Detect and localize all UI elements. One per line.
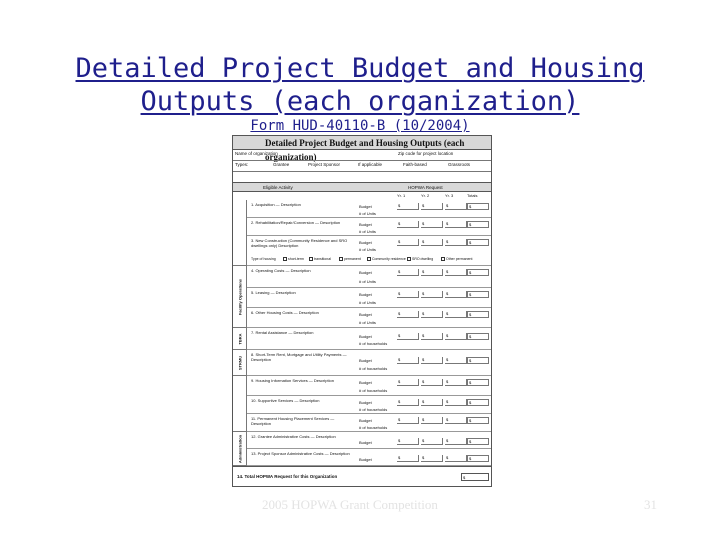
housing-type-short-term-label: short-term xyxy=(288,257,304,261)
budget-label: Budget xyxy=(359,400,372,405)
row-desc: 12. Grantee Administrative Costs — Description xyxy=(251,434,336,439)
units-label: # of Units xyxy=(359,229,376,234)
housing-type-other-label: Other permanent xyxy=(446,257,473,261)
side-label-strmu: STRMU xyxy=(237,355,242,370)
yr3-cell: $ xyxy=(445,357,467,364)
households-label: # of households xyxy=(359,341,388,346)
checkbox-icon[interactable] xyxy=(441,257,445,261)
yr1-cell: $ xyxy=(397,417,419,424)
budget-label: Budget xyxy=(359,292,372,297)
yr2-cell: $ xyxy=(421,221,443,228)
yr2-cell: $ xyxy=(421,357,443,364)
row-new-construction xyxy=(247,236,491,266)
budget-label: Budget xyxy=(359,240,372,245)
form-number-subtitle: Form HUD-40110-B (10/2004) xyxy=(250,118,470,134)
budget-label: Budget xyxy=(359,270,372,275)
type-faith-based: Faith-based xyxy=(403,162,427,167)
yr2-cell: $ xyxy=(421,291,443,298)
yr2-cell: $ xyxy=(421,455,443,462)
form-header: Detailed Project Budget and Housing Outputs (each organization) xyxy=(233,136,491,150)
side-group-strmu xyxy=(233,350,247,376)
row-placement-services xyxy=(247,414,491,432)
types-row xyxy=(233,161,491,172)
row-desc: 8. Short-Term Rent, Mortgage and Utility Payments — Description xyxy=(251,352,347,362)
row-supportive-services xyxy=(247,396,491,414)
type-grassroots: Grassroots xyxy=(448,162,471,167)
row-desc: 9. Housing Information Services — Description xyxy=(251,378,334,383)
budget-label: Budget xyxy=(359,418,372,423)
yr3-cell: $ xyxy=(445,203,467,210)
yr3-cell: $ xyxy=(445,438,467,445)
yr2-cell: $ xyxy=(421,399,443,406)
row-desc: 11. Permanent Housing Placement Services — Description xyxy=(251,416,335,426)
total-cell: $ xyxy=(467,203,489,210)
households-label: # of households xyxy=(359,425,388,430)
yr3-cell: $ xyxy=(445,455,467,462)
checkbox-icon[interactable] xyxy=(407,257,411,261)
year-headers xyxy=(233,192,491,200)
total-cell: $ xyxy=(467,399,489,406)
yr1-cell: $ xyxy=(397,379,419,386)
total-cell: $ xyxy=(467,269,489,276)
budget-form-image xyxy=(232,135,492,487)
yr2-cell: $ xyxy=(421,239,443,246)
year-totals: Totals xyxy=(467,193,478,198)
yr1-cell: $ xyxy=(397,291,419,298)
yr1-cell: $ xyxy=(397,333,419,340)
yr1-cell: $ xyxy=(397,239,419,246)
row-desc: 2. Rehabilitation/Repair/Conversion — Description xyxy=(251,220,341,225)
budget-label: Budget xyxy=(359,380,372,385)
budget-label: Budget xyxy=(359,358,372,363)
year-3: Yr. 3 xyxy=(445,193,454,198)
households-label: # of households xyxy=(359,407,388,412)
total-cell: $ xyxy=(467,455,489,462)
side-label-facility: Facility Operations xyxy=(237,278,242,315)
units-label: # of Units xyxy=(359,320,376,325)
housing-type-transitional-label: transitional xyxy=(314,257,331,261)
type-grantee: Grantee xyxy=(273,162,290,167)
units-label: # of Units xyxy=(359,300,376,305)
row-desc: 1. Acquisition — Description xyxy=(251,202,301,207)
housing-type-short-term[interactable] xyxy=(283,257,304,261)
yr3-cell: $ xyxy=(445,239,467,246)
units-label: # of Units xyxy=(359,279,376,284)
side-group-admin xyxy=(233,432,247,466)
yr1-cell: $ xyxy=(397,311,419,318)
row-desc: 6. Other Housing Costs — Description xyxy=(251,310,319,315)
total-cell: $ xyxy=(467,417,489,424)
row-operating-costs xyxy=(247,266,491,288)
col-activity: Eligible Activity xyxy=(263,185,293,190)
budget-label: Budget xyxy=(359,312,372,317)
row-leasing xyxy=(247,288,491,308)
checkbox-icon[interactable] xyxy=(309,257,313,261)
yr3-cell: $ xyxy=(445,333,467,340)
yr3-cell: $ xyxy=(445,221,467,228)
yr1-cell: $ xyxy=(397,203,419,210)
slide-footer: 2005 HOPWA Grant Competition xyxy=(262,497,438,512)
row-sponsor-admin xyxy=(247,449,491,466)
total-cell: $ xyxy=(467,333,489,340)
yr3-cell: $ xyxy=(445,311,467,318)
yr1-cell: $ xyxy=(397,438,419,445)
yr3-cell: $ xyxy=(445,269,467,276)
yr1-cell: $ xyxy=(397,221,419,228)
row-desc: 13. Project Sponsor Administrative Costs — Description xyxy=(251,451,350,456)
households-label: # of households xyxy=(359,388,388,393)
yr1-cell: $ xyxy=(397,399,419,406)
column-header xyxy=(233,182,491,192)
org-name-row xyxy=(233,150,491,161)
row-rental-assistance xyxy=(247,328,491,350)
side-group-tbra xyxy=(233,328,247,350)
total-request-label: 14. Total HOPWA Request for this Organization xyxy=(237,474,338,479)
housing-type-community-label: Community residence xyxy=(372,257,406,261)
housing-type-community[interactable] xyxy=(367,257,406,261)
housing-type-transitional[interactable] xyxy=(309,257,331,261)
yr1-cell: $ xyxy=(397,269,419,276)
housing-type-permanent-label: permanent xyxy=(344,257,361,261)
yr2-cell: $ xyxy=(421,379,443,386)
row-desc: 5. Leasing — Description xyxy=(251,290,296,295)
units-label: # of Units xyxy=(359,247,376,252)
total-cell: $ xyxy=(467,239,489,246)
total-cell: $ xyxy=(467,311,489,318)
slide-number: 31 xyxy=(644,497,657,512)
row-strmu xyxy=(247,350,491,376)
total-cell: $ xyxy=(467,221,489,228)
side-group-services xyxy=(233,376,247,432)
yr2-cell: $ xyxy=(421,203,443,210)
row-rehabilitation xyxy=(247,218,491,236)
yr2-cell: $ xyxy=(421,417,443,424)
total-request-row xyxy=(233,466,491,486)
budget-label: Budget xyxy=(359,222,372,227)
housing-type-sro-label: SRO dwelling xyxy=(412,257,434,261)
total-cell: $ xyxy=(467,357,489,364)
row-desc: 10. Supportive Services — Description xyxy=(251,398,320,403)
yr2-cell: $ xyxy=(421,333,443,340)
yr3-cell: $ xyxy=(445,379,467,386)
housing-type-other[interactable] xyxy=(441,257,472,261)
yr3-cell: $ xyxy=(445,417,467,424)
budget-label: Budget xyxy=(359,334,372,339)
yr2-cell: $ xyxy=(421,311,443,318)
budget-label: Budget xyxy=(359,204,372,209)
units-label: # of Units xyxy=(359,211,376,216)
checkbox-icon[interactable] xyxy=(339,257,343,261)
side-label-tbra: TBRA xyxy=(237,332,242,345)
year-2: Yr. 2 xyxy=(421,193,430,198)
checkbox-icon[interactable] xyxy=(283,257,287,261)
row-desc: 7. Rental Assistance — Description xyxy=(251,330,314,335)
total-request-cell: $ xyxy=(461,473,489,481)
yr1-cell: $ xyxy=(397,357,419,364)
col-request: HOPWA Request xyxy=(408,185,443,190)
yr1-cell: $ xyxy=(397,455,419,462)
checkbox-icon[interactable] xyxy=(367,257,371,261)
row-housing-info xyxy=(247,376,491,396)
row-acquisition xyxy=(247,200,491,218)
types-label: Types: xyxy=(235,162,249,167)
yr3-cell: $ xyxy=(445,291,467,298)
year-1: Yr. 1 xyxy=(397,193,406,198)
total-cell: $ xyxy=(467,291,489,298)
total-cell: $ xyxy=(467,379,489,386)
yr3-cell: $ xyxy=(445,399,467,406)
zip-label: Zip code for project location xyxy=(398,151,454,156)
yr2-cell: $ xyxy=(421,438,443,445)
row-other-housing-costs xyxy=(247,308,491,328)
side-label-admin: Administration xyxy=(237,434,242,463)
row-desc: 3. New Construction (Community Residence and SRO dwellings only) Description xyxy=(251,238,348,248)
row-desc: 4. Operating Costs — Description xyxy=(251,268,311,273)
total-cell: $ xyxy=(467,438,489,445)
yr2-cell: $ xyxy=(421,269,443,276)
slide-title: Detailed Project Budget and Housing Outputs (each organization) xyxy=(75,53,645,117)
row-grantee-admin xyxy=(247,432,491,449)
type-project-sponsor: Project Sponsor xyxy=(308,162,341,167)
households-label: # of households xyxy=(359,366,388,371)
housing-type-permanent[interactable] xyxy=(339,257,361,261)
org-name-label: Name of organization xyxy=(235,151,278,156)
side-group-capital xyxy=(233,200,247,266)
type-if-applicable: If applicable xyxy=(358,162,383,167)
housing-type-sro[interactable] xyxy=(407,257,433,261)
side-group-facility xyxy=(233,266,247,328)
budget-label: Budget xyxy=(359,440,372,445)
housing-type-label: Type of housing xyxy=(251,257,276,261)
budget-label: Budget xyxy=(359,457,372,462)
